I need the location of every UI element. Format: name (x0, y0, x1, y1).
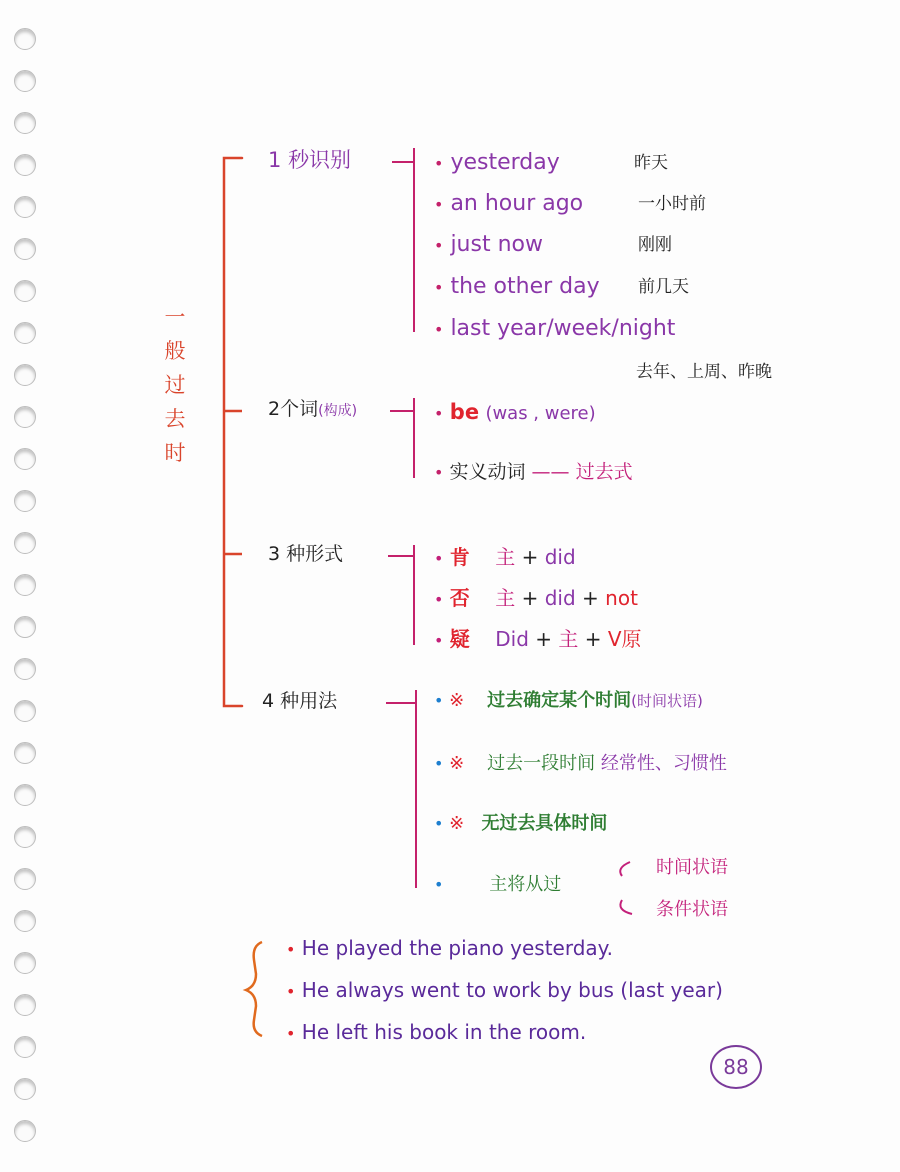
list-item (434, 234, 543, 256)
item-key: 否 (449, 586, 470, 610)
example-sentence (286, 1022, 586, 1042)
formula-part: did (544, 586, 576, 610)
item-note: 经常性、习惯性 (600, 753, 727, 774)
section-label-4 (262, 692, 337, 711)
bullet-dot: • (434, 236, 444, 255)
item-rest: 过去式 (575, 461, 633, 483)
formula-part: + (521, 586, 539, 610)
formula-part: + (535, 627, 553, 651)
item-mark: ※ (449, 813, 465, 834)
bullet-dot: • (434, 278, 444, 297)
root-char: 时 (164, 441, 186, 465)
section-label-3 (268, 545, 343, 564)
main-bracket-line (224, 158, 242, 706)
bullet-dot: • (434, 631, 444, 650)
bullet-dot: • (286, 940, 296, 959)
examples-brace (246, 942, 262, 1036)
formula-part: + (582, 586, 599, 610)
example-sentence (286, 938, 613, 958)
item-main: 主将从过 (489, 874, 562, 895)
sub-brace-top (620, 862, 630, 876)
section-label-text: 种用法 (280, 690, 338, 712)
section-num: 1 (268, 148, 282, 172)
example-text: He left his book in the room. (301, 1020, 587, 1044)
item-rest: (was , were) (485, 403, 596, 424)
item-main: 过去确定某个时间 (487, 690, 632, 711)
bullet-dot: • (434, 549, 444, 568)
example-text: He always went to work by bus (last year) (301, 978, 723, 1002)
bullet-dot: • (286, 1024, 296, 1043)
item-key: be (449, 400, 480, 424)
formula-part: 主 (495, 586, 516, 610)
item-mark: ※ (449, 753, 465, 774)
bullet-dot: • (286, 982, 296, 1001)
list-item (434, 193, 583, 215)
list-item (434, 463, 633, 482)
root-char: 般 (164, 339, 186, 363)
bullet-dot: • (434, 463, 444, 482)
item-en: yesterday (450, 150, 560, 175)
list-item (434, 815, 607, 833)
bullet-dot: • (434, 154, 444, 173)
item-en: last year/week/night (450, 316, 676, 341)
section-num: 3 (268, 543, 281, 565)
item-key: 疑 (449, 627, 470, 651)
bullet-dot: • (434, 404, 444, 423)
formula-part: Did (495, 627, 529, 651)
item-key: 肯 (449, 545, 470, 569)
item-en: an hour ago (450, 191, 584, 216)
list-item (434, 692, 703, 710)
list-item (434, 588, 638, 608)
page-number: 88 (710, 1045, 762, 1089)
bullet-dot: • (434, 814, 444, 833)
formula-part: + (521, 545, 539, 569)
root-char: 一 (164, 305, 186, 329)
list-item (434, 402, 596, 423)
item-zh: 一小时前 (638, 194, 706, 214)
root-title (162, 300, 188, 470)
bullet-dot: • (434, 195, 444, 214)
item-main: 无过去具体时间 (481, 813, 608, 834)
section-label-note: (构成) (318, 403, 358, 419)
section-label-text: 个词 (280, 398, 319, 420)
root-char: 过 (164, 373, 186, 397)
section-num: 2 (268, 398, 281, 420)
list-item (434, 152, 560, 174)
item-zh: 去年、上周、昨晚 (636, 362, 772, 382)
item-dash: —— (531, 461, 570, 483)
list-item (434, 876, 561, 894)
formula-part: 主 (558, 627, 579, 651)
section-label-text: 种形式 (286, 543, 344, 565)
item-note: (时间状语) (631, 692, 703, 710)
bullet-dot: • (434, 875, 444, 894)
section-label-2 (268, 400, 357, 419)
example-text: He played the piano yesterday. (301, 936, 614, 960)
formula-part: not (605, 586, 638, 610)
bullet-dot: • (434, 691, 444, 710)
sub-item: 时间状语 (656, 857, 728, 878)
list-item (434, 318, 675, 340)
list-item (434, 755, 727, 773)
item-zh: 前几天 (638, 277, 689, 297)
section-num: 4 (262, 690, 275, 712)
item-zh: 刚刚 (638, 235, 672, 255)
section-label-1 (268, 150, 351, 171)
root-char: 去 (164, 407, 186, 431)
formula-part: V原 (607, 627, 642, 651)
section-label-text: 秒识别 (288, 148, 352, 172)
formula-part: 主 (495, 545, 516, 569)
item-en: just now (450, 232, 543, 257)
list-item (434, 547, 576, 567)
bullet-dot: • (434, 590, 444, 609)
example-sentence (286, 980, 723, 1000)
list-item (434, 629, 642, 649)
item-en: the other day (450, 274, 600, 299)
bullet-dot: • (434, 754, 444, 773)
item-main: 过去一段时间 (487, 753, 596, 774)
list-item (434, 276, 600, 298)
sub-brace-bottom (620, 900, 632, 914)
sub-item: 条件状语 (656, 899, 728, 920)
item-zh: 昨天 (634, 153, 668, 173)
formula-part: + (584, 627, 602, 651)
item-mark: ※ (449, 690, 465, 711)
formula-part: did (544, 545, 576, 569)
item-key: 实义动词 (449, 461, 526, 483)
bullet-dot: • (434, 320, 444, 339)
